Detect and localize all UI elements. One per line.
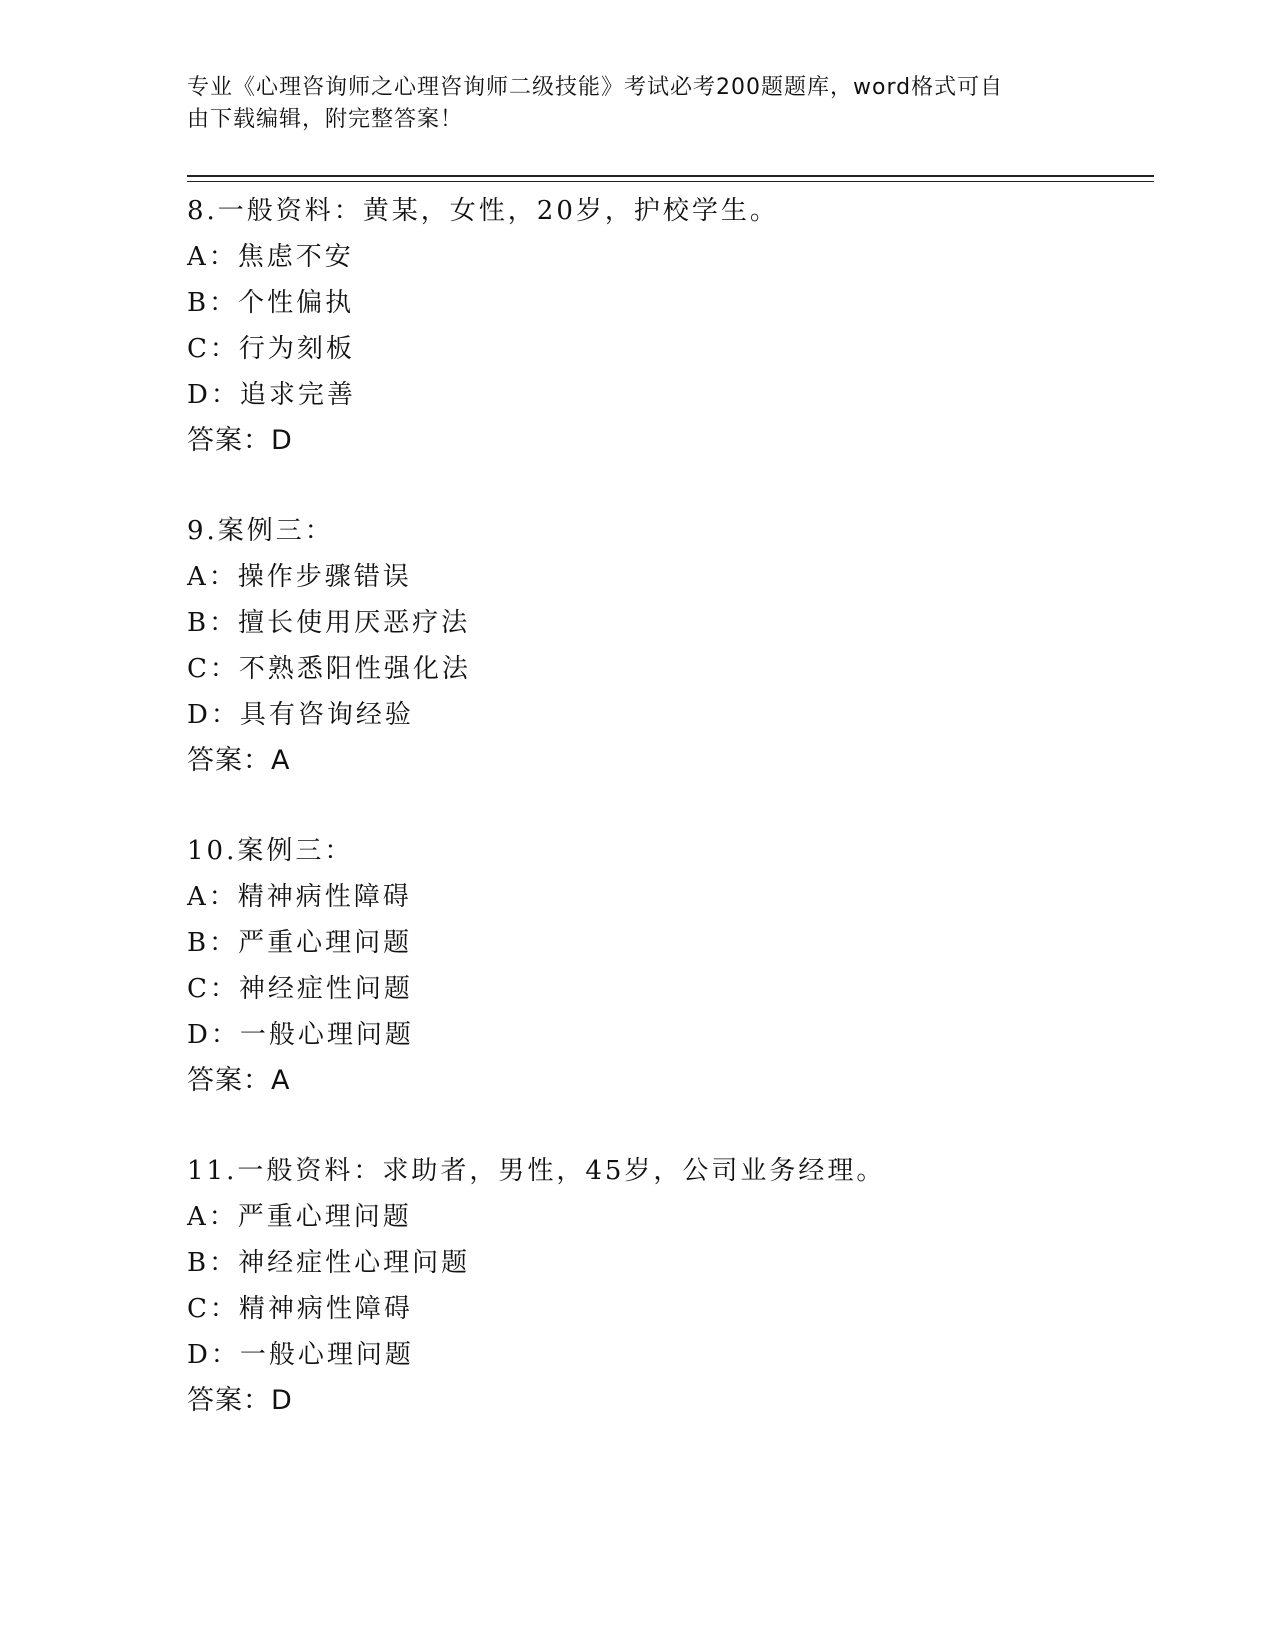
option-b: B：严重心理问题 xyxy=(187,928,413,958)
question-item xyxy=(187,508,1147,784)
option-b: B：个性偏执 xyxy=(187,288,355,318)
answer-line: 答案：D xyxy=(187,1385,293,1416)
answer-line: 答案：A xyxy=(187,745,291,776)
option-c: C：不熟悉阳性强化法 xyxy=(187,654,471,684)
option-c: C：精神病性障碍 xyxy=(187,1294,413,1324)
header-divider-thick xyxy=(187,175,1154,177)
question-item xyxy=(187,188,1147,464)
option-c: C：神经症性问题 xyxy=(187,974,413,1004)
answer-line: 答案：D xyxy=(187,425,293,456)
option-d: D：追求完善 xyxy=(187,380,356,410)
header-line-1: 专业《心理咨询师之心理咨询师二级技能》考试必考200题题库，word格式可自 xyxy=(187,75,1004,100)
option-b: B：擅长使用厌恶疗法 xyxy=(187,608,471,638)
option-b: B：神经症性心理问题 xyxy=(187,1248,471,1278)
question-item xyxy=(187,1148,1147,1424)
header-divider-thin xyxy=(187,181,1154,182)
option-a: A：精神病性障碍 xyxy=(187,882,412,912)
question-stem: 10.案例三： xyxy=(187,836,354,866)
question-stem: 11.一般资料：求助者，男性，45岁，公司业务经理。 xyxy=(187,1156,886,1186)
question-stem: 8.一般资料：黄某，女性，20岁，护校学生。 xyxy=(187,196,779,226)
option-a: A：焦虑不安 xyxy=(187,242,354,272)
question-item xyxy=(187,828,1147,1104)
header-line-2: 由下载编辑，附完整答案！ xyxy=(187,107,464,132)
option-d: D：一般心理问题 xyxy=(187,1340,414,1370)
document-header xyxy=(187,72,1087,136)
option-a: A：严重心理问题 xyxy=(187,1202,412,1232)
option-d: D：一般心理问题 xyxy=(187,1020,414,1050)
question-list xyxy=(187,188,1147,1468)
option-a: A：操作步骤错误 xyxy=(187,562,412,592)
option-d: D：具有咨询经验 xyxy=(187,700,414,730)
option-c: C：行为刻板 xyxy=(187,334,355,364)
question-stem: 9.案例三： xyxy=(187,516,334,546)
answer-line: 答案：A xyxy=(187,1065,291,1096)
